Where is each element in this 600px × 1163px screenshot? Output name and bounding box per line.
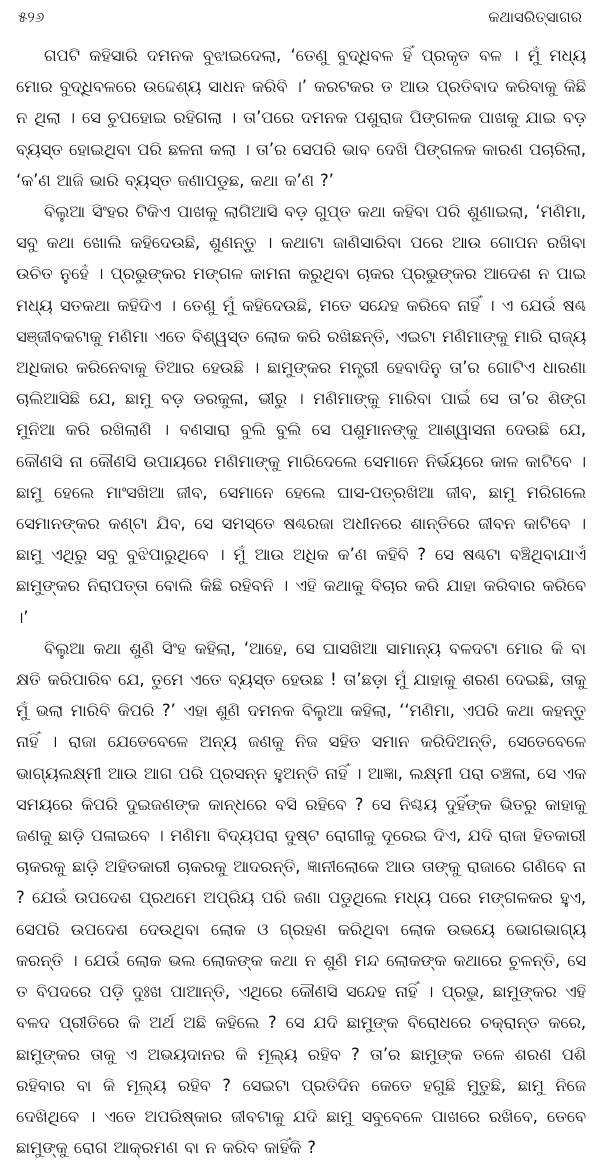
paragraph-3: ବିଲୁଆ କଥା ଶୁଣି ସିଂହ କହିଲା, ‘ଆହେ, ସେ ଘାସଖିଆ ସାମାନ୍ୟ ବଳଦଟା ମୋର କି ବା କ୍ଷତି କରିପାରିବ ଯେ, ତୁମେ ଏତେ ବ୍ୟସ୍ତ ହେଉଛ ! ତା’ଛଡ଼ା ମୁଁ ଯାହାକୁ ଶରଣ ଦେଇଛି, ତାକୁ ମୁଁ ଭଲା ମାରିବି କିପରି ?’ ଏହା ଶୁଣି ଦମନକ ବିଲୁଆ କହିଲା, ‘‘ମଣିମା, ଏପରି କଥା କହନ୍ତୁ ନାହିଁ । ରାଜା ଯେତେବେଳେ ଅନ୍ୟ ଜଣକୁ ନିଜ ସହିତ ସମାନ କରିଦିଅନ୍ତି, ସେତେବେଳେ ଭାଗ୍ୟଲକ୍ଷ୍ମୀ ଆଉ ଆଗ ପରି ପ୍ରସନ୍ନ ହୁଅନ୍ତି ନାହିଁ । ଆଜ୍ଞା, ଲକ୍ଷ୍ମୀ ପରା ଚଞ୍ଚଳା, ସେ ଏକ ସମୟରେ କିପରି ଦୁଇଜଣଙ୍କ କାନ୍ଧରେ ବସି ରହିବେ ? ସେ ନିଶ୍ଚୟ ଦୁହିଁଙ୍କ ଭିତରୁ କାହାକୁ ଜଣକୁ ଛାଡ଼ି ପଳାଇବେ । ମଣିମା ବିଦ୍ୟପରା ଦୁଷ୍ଟ ରୋଗୀକୁ ଦୂରେଇ ଦିଏ, ଯଦି ରାଜା ହିତକାରୀ ଚାକରକୁ ଛାଡ଼ି ଅହିତକାରୀ ଚାକରକୁ ଆଦରନ୍ତି, ଜ୍ଞାନୀଲୋକେ ଆଉ ତାଙ୍କୁ ରାଜାରେ ଗଣିବେ ନା ? ଯେଉଁ ଉପଦେଶ ପ୍ରଥମେ ଅପ୍ରିୟ ପରି ଜଣା ପଡୁଥିଲେ ମଧ୍ୟ ପରେ ମଙ୍ଗଳକର ହୁଏ, ସେପରି ଉପଦେଶ ଦେଉଥିବା ଲୋକ ଓ ଗ୍ରହଣ କରିଥିବା ଲୋକ ଉଭୟେ ଭୋଗଭାଗ୍ୟ କରନ୍ତି । ଯେଉଁ ଲୋକ ଭଲ ଲୋକଙ୍କ କଥା ନ ଶୁଣି ମନ୍ଦ ଲୋକଙ୍କ କଥାରେ ଚୁଳନ୍ତି, ସେ ତ ବିପଦରେ ପଡ଼ି ଦୁଃଖ ପାଆନ୍ତି, ଏଥିରେ କୌଣସି ସନ୍ଦେହ ନାହିଁ । ପ୍ରଭୁ, ଛାମୁଙ୍କର ଏହି ବଳଦ ପ୍ରୀତିରେ କି ଅର୍ଥ ଅଛି କହିଲେ ? ସେ ଯଦି ଛାମୁଙ୍କ ବିରୋଧରେ ଚକ୍ରାନ୍ତ କରେ, ଛାମୁଙ୍କର ତାକୁ ଏ ଅଭୟଦାନର କି ମୂଲ୍ୟ ରହିବ ? ତା’ର ଛାମୁଙ୍କ ତଳେ ଶରଣ ପଶି ରହିବାର ବା କି ମୂଲ୍ୟ ରହିବ ? ସେଇଟା ପ୍ରତିଦିନ କେତେ ହଗୁଛି ମୁତୁଛି, ଛାମୁ ନିଜେ ଦେଖିଥିବେ । ଏତେ ଅପରିଷ୍କାର ଜୀବଟାକୁ ଯଦି ଛାମୁ ସବୁବେଳେ ପାଖରେ ରଖିବେ, ତେବେ ଛାମୁଙ୍କୁ ରୋଗ ଆକ୍ରମଣ ବା ନ କରିବ କାହିଁକି ?: [16, 638, 586, 1158]
body-text: [16, 40, 586, 1163]
paragraph-2: ବିଲୁଆ ସିଂହର ଟିକିଏ ପାଖକୁ ଲାଗିଆସି ବଡ଼ ଗୁପ୍ତ କଥା କହିବା ପରି ଶୁଣାଇଲା, ‘ମଣିମା, ସବୁ କଥା ଖୋଲି କହିଦେଉଛି, ଶୁଣନ୍ତୁ । କଥାଟା ଜାଣିସାରିବା ପରେ ଆଉ ଗୋପନ ରଖିବା ଉଚିତ ନୁହେଁ । ପ୍ରଭୁଙ୍କର ମଙ୍ଗଳ କାମନା କରୁଥିବା ଚାକର ପ୍ରଭୁଙ୍କର ଆଦେଶ ନ ପାଇ ମଧ୍ୟ ସତକଥା କହିଦିଏ । ତେଣୁ ମୁଁ କହିଦେଉଛି, ମତେ ସନ୍ଦେହ କରିବେ ନାହିଁ । ଏ ଯେଉଁ ଷଣ୍ଢ ସଞ୍ଜୀବକଟାକୁ ମଣିମା ଏତେ ବିଶ୍ୱସ୍ତ ଲୋକ କରି ରଖିଛନ୍ତି, ଏଇଟା ମଣିମାଙ୍କୁ ମାରି ରାଜ୍ୟ ଅଧିକାର କରିନେବାକୁ ତିଆର ହେଉଛି । ଛାମୁଙ୍କର ମନ୍ତ୍ରୀ ହେବାଦିନୁ ତା’ର ଗୋଟିଏ ଧାରଣା ଚାଲିଆସିଛି ଯେ, ଛାମୁ ବଡ଼ ଡରକୁଳା, ଭୀରୁ । ମଣିମାଙ୍କୁ ମାରିବା ପାଇଁ ସେ ତା’ର ଶିଙ୍ଗ ମୁନିଆ କରି ରଖିଲାଣି । ବଣସାରା ବୁଲି ବୁଲି ସେ ପଶୁମାନଙ୍କୁ ଆଶ୍ୱାସନା ଦେଉଛି ଯେ, କୌଣସି ନା କୌଣସି ଉପାୟରେ ମଣିମାଙ୍କୁ ମାରିଦେଲେ ସେମାନେ ନିର୍ଭୟରେ କାଳ କାଟିବେ । ଛାମୁ ହେଲେ ମାଂସଖିଆ ଜୀବ, ସେମାନେ ହେଲେ ଘାସ-ପତ୍ରଖିଆ ଜୀବ, ଛାମୁ ମରିଗଲେ ସେମାନଙ୍କର କଣ୍ଟା ଯିବ, ସେ ସମସ୍ତେ ଷଣ୍ଢରଜା ଅଧୀନରେ ଶାନ୍ତିରେ ଜୀବନ କାଟିବେ । ଛାମୁ ଏଥିରୁ ସବୁ ବୁଝିପାରୁଥିବେ । ମୁଁ ଆଉ ଅଧିକ କ’ଣ କହିବି ? ସେ ଷଣ୍ଢଟା ବଞ୍ଚିଥିବାଯାଏଁ ଛାମୁଙ୍କର ନିରାପତ୍ତା ବୋଲି କିଛି ରହିବନି । ଏହି କଥାକୁ ବିଚାର କରି ଯାହା କରିବାର କରିବେ ।’: [16, 202, 586, 627]
page-number: ୫୨୬: [18, 8, 45, 26]
running-header: [16, 6, 586, 32]
book-title: କଥାସରିତ୍‌ସାଗର: [488, 8, 582, 26]
paragraph-1: ଗପଟି କହିସାରି ଦମନକ ବୁଝାଇଦେଲା, ‘ତେଣୁ ବୁଦ୍ଧିବଳ ହିଁ ପ୍ରକୃତ ବଳ । ମୁଁ ମଧ୍ୟ ମୋର ବୁଦ୍ଧିବଳରେ ଉଦ୍ଦେଶ୍ୟ ସାଧନ କରିବି ।’ କରଟକର ତ ଆଉ ପ୍ରତିବାଦ କରିବାକୁ କିଛି ନ ଥିଲା । ସେ ଚୁପହୋଇ ରହିଗଲା । ତା’ପରେ ଦମନକ ପଶୁରାଜ ପିଙ୍ଗଳକ ପାଖକୁ ଯାଇ ବଡ଼ ବ୍ୟସ୍ତ ହୋଇଥିବା ପରି ଛଳନା କଲା । ତା’ର ସେପରି ଭାବ ଦେଖି ପିଙ୍ଗଳକ କାରଣ ପଚାରିଲା, ‘କ’ଣ ଆଜି ଭାରି ବ୍ୟସ୍ତ ଜଣାପଡୁଛ, କଥା କ’ଣ ?’: [16, 46, 586, 190]
